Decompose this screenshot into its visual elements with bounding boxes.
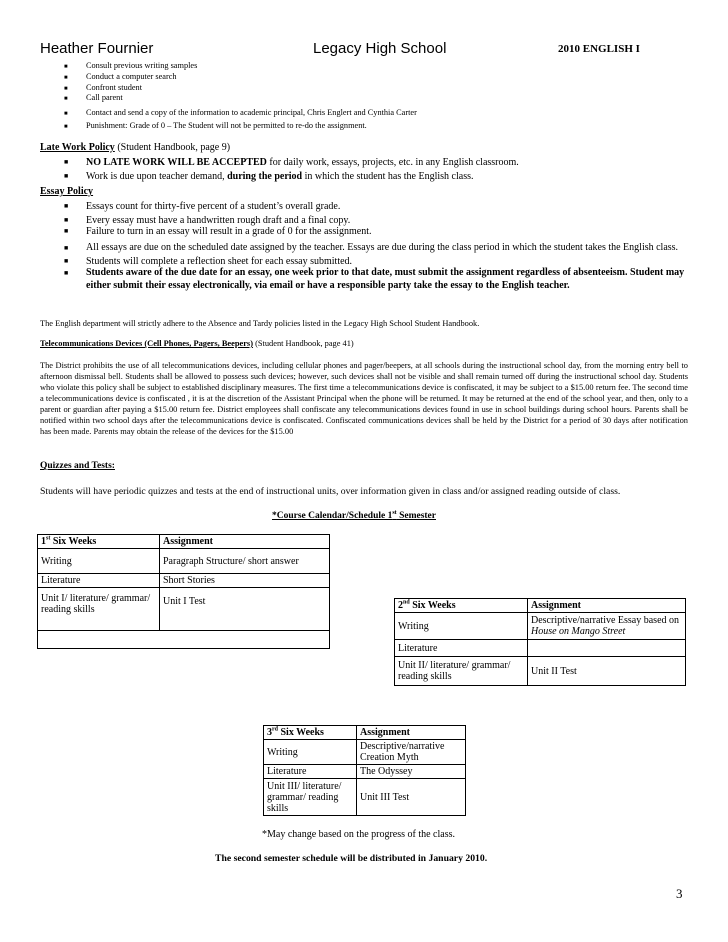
table-cell: Writing [264, 740, 357, 765]
late-work-text: for daily work, essays, projects, etc. in any English classroom. [266, 157, 519, 168]
calendar-title-a: *Course Calendar/Schedule 1 [272, 511, 393, 521]
late-work-text-b: in which the student has the English class. [302, 170, 474, 182]
quizzes-title: Quizzes and Tests: [40, 461, 115, 471]
calendar-title [272, 511, 436, 521]
table-header-cell: 2nd Six Weeks [395, 599, 528, 613]
list-item [40, 157, 700, 169]
table-cell: Unit I/ literature/ grammar/ reading skills [38, 588, 160, 631]
table-cell: Descriptive/narrative Essay based on House on Mango Street [528, 613, 686, 640]
table-cell: Unit I Test [160, 588, 330, 631]
calendar-title-b: Semester [396, 511, 436, 521]
table-row [395, 640, 686, 657]
table-cell: Unit II Test [528, 657, 686, 686]
table-cell [38, 631, 330, 649]
late-work-text-a: Work is due upon teacher demand, [86, 170, 228, 182]
list-item: ■ Failure to turn in an essay will result in a grade of 0 for the assignment. [40, 226, 690, 238]
page-number: 3 [676, 886, 683, 901]
telecom-heading [40, 338, 690, 349]
table-row [264, 779, 466, 816]
table-row [264, 726, 466, 740]
list-item: ■ Confront student [40, 83, 700, 94]
table-header-cell: Assignment [357, 726, 466, 740]
table-row [264, 740, 466, 765]
late-work-ref: (Student Handbook, page 9) [114, 142, 231, 153]
list-item: ■ Consult previous writing samples [40, 61, 700, 72]
list-item [40, 171, 700, 183]
table-row [38, 549, 330, 574]
school-name: Legacy High School [313, 40, 447, 57]
table-cell: The Odyssey [357, 765, 466, 779]
schedule-table-2 [394, 598, 686, 686]
author-name: Heather Fournier [40, 40, 154, 57]
list-item: ■ Call parent [40, 93, 700, 104]
table-cell: Descriptive/narrative Creation Myth [357, 740, 466, 765]
schedule-table-1 [37, 534, 330, 649]
table-cell: Writing [395, 613, 528, 640]
plagiarism-steps-list [40, 61, 700, 132]
table-header-cell: 3rd Six Weeks [264, 726, 357, 740]
telecom-body: The District prohibits the use of all telecommunications devices, including cellular phones and pager/beepers, at all schools during the instructional school day, from the morning entry bell to afternoon dismissal bell. Students shall be allowed to possess such devices; however, such devices shall not be visible and shall remain turned off during the instructional school day. Students who violate this policy shall be subject to established disciplinary measures. The first time a telecommunications device is confiscated, it may be subject to a $15.00 return fee. The second time a telecommunications device is confiscated , it is at the discretion of the Assistant Principal when the phone will be returned. It may be returned at the end of the school year, and then, only to a parent or guardian after paying a $15.00 return fee. District employees shall confiscate any telecommunications devices found in use in school buildings during school hours. Parents shall be notified within two school days after the telecommunications device is confiscated. Confiscated communications devices shall be held by the District for a period of 30 days after notification has been made. Parents may obtain the release of the devices for the $15.00 [40, 361, 688, 436]
list-item: ■ Students aware of the due date for an essay, one week prior to that date, must submit the assignment regardless of absenteeism. Student may either submit their essay electronically, via email or have a responsible party take the essay to the English teacher. [40, 267, 690, 292]
table-row [38, 631, 330, 649]
table-row [38, 574, 330, 588]
late-work-bold-2: during the period [227, 170, 303, 182]
late-work-heading [40, 142, 230, 153]
table-cell: Short Stories [160, 574, 330, 588]
table-cell: Paragraph Structure/ short answer [160, 549, 330, 574]
table-header-cell: Assignment [528, 599, 686, 613]
may-change-note: *May change based on the progress of the class. [262, 829, 455, 840]
table-row [38, 535, 330, 549]
quizzes-body: Students will have periodic quizzes and tests at the end of instructional units, over information given in class and/or assigned reading outside of class. [40, 486, 621, 497]
second-semester-note: The second semester schedule will be distributed in January 2010. [215, 853, 488, 864]
late-work-title: Late Work Policy [40, 142, 115, 153]
list-item: ■ All essays are due on the scheduled date assigned by the teacher. Essays are due during the class period in which the student takes the English class. [40, 242, 690, 254]
list-item: ■ Contact and send a copy of the information to academic principal, Chris Englert and Cynthia Carter [40, 108, 700, 119]
table-row [395, 599, 686, 613]
table-cell [528, 640, 686, 657]
table-cell: Writing [38, 549, 160, 574]
list-item: ■ Every essay must have a handwritten rough draft and a final copy. [40, 215, 690, 227]
table-row [264, 765, 466, 779]
telecom-title: Telecommunications Devices (Cell Phones, Pagers, Beepers) [40, 339, 253, 348]
calendar-title-sup: st [392, 509, 397, 516]
table-row [38, 588, 330, 631]
list-item: ■ Conduct a computer search [40, 72, 700, 83]
list-item: ■ Essays count for thirty-five percent of a student’s overall grade. [40, 201, 690, 213]
table-cell: Literature [38, 574, 160, 588]
telecom-ref: (Student Handbook, page 41) [252, 339, 354, 348]
table-cell: Unit III Test [357, 779, 466, 816]
absence-note: The English department will strictly adhere to the Absence and Tardy policies listed in the Legacy High School Student Handbook. [40, 319, 480, 328]
table-header-cell: Assignment [160, 535, 330, 549]
table-cell: Literature [264, 765, 357, 779]
list-item: ■ Students will complete a reflection sheet for each essay submitted. [40, 256, 690, 268]
schedule-table-3 [263, 725, 466, 816]
essay-policy-list [40, 201, 690, 292]
late-work-bold: NO LATE WORK WILL BE ACCEPTED [86, 157, 267, 168]
table-cell: Unit III/ literature/ grammar/ reading skills [264, 779, 357, 816]
late-work-list [40, 157, 700, 182]
essay-policy-title: Essay Policy [40, 186, 94, 197]
course-title: 2010 ENGLISH I [558, 43, 640, 55]
table-cell: Literature [395, 640, 528, 657]
table-row [395, 657, 686, 686]
list-item: ■ Punishment: Grade of 0 – The Student will not be permitted to re-do the assignment. [40, 121, 700, 132]
table-row [395, 613, 686, 640]
table-cell: Unit II/ literature/ grammar/ reading skills [395, 657, 528, 686]
table-header-cell: 1st Six Weeks [38, 535, 160, 549]
